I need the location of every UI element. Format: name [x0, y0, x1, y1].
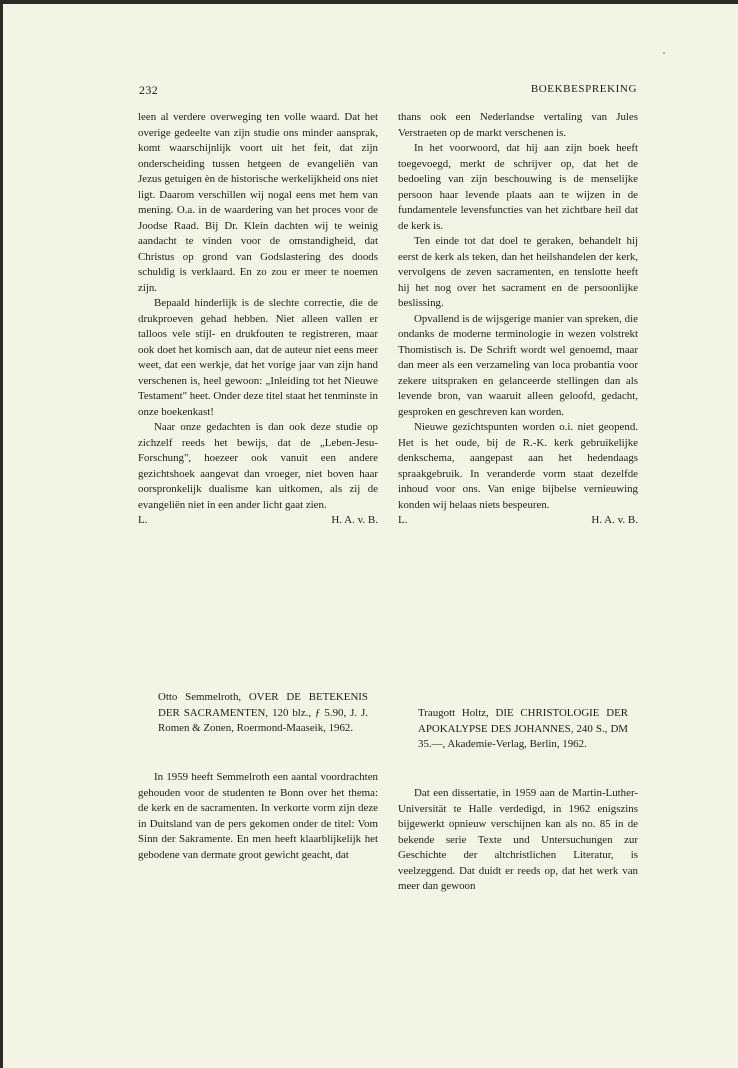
- paragraph: Nieuwe gezichtspunten worden o.i. niet geopend. Het is het oude, bij de R.-K. kerk gebruikelijke denkschema, aangepast aan het hedendaags spraakgebruik. In veranderde vorm staat dezelfde inhoud voor ons. Van enige bijbelse vernieuwing konden wij helaas niets bespeuren.: [398, 421, 638, 511]
- review-heading-semmelroth: [158, 690, 368, 737]
- paragraph: thans ook een Nederlandse vertaling van Jules Verstraeten op de markt verschenen is.: [398, 111, 638, 139]
- signature-initial: L.: [138, 514, 148, 526]
- review-heading-holtz: [418, 706, 628, 753]
- paragraph: Bepaald hinderlijk is de slechte correctie, die de drukproeven gehad hebben. Niet alleen vallen er talloos vele stijl- en drukfouten te registreren, maar ook doet het komisch aan, dat de auteur niet eens meer weet, dat een werkje, dat het vorige jaar van zijn hand verschenen is, heel gewoon: „Inleiding tot het Nieuwe Testament" heet. Onder deze titel staat het tenminste in onze boekenkast!: [138, 297, 378, 418]
- reviewer-signature: [138, 513, 378, 529]
- right-column: [398, 110, 638, 529]
- review-body-holtz: [398, 786, 638, 895]
- paragraph: leen al verdere overweging ten volle waard. Dat het overige gedeelte van zijn studie ons minder aansprak, komt waarschijnlijk voort uit het feit, dat zijn onderscheiding tussen hetgeen de evangeliën van Jezus getuigen èn de historische werkelijkheid ons niet ligt. Daarom verschillen wij nogal eens met hem van mening. O.a. in de waardering van het proces voor de Joodse Raad. Bij Dr. Klein dachten wij te weinig aandacht te vinden voor de omstandigheid, dat Christus op grond van Godslastering des doods schuldig is verklaard. En zo zou er meer te noemen zijn.: [138, 111, 378, 294]
- scan-left-edge: [0, 0, 3, 1068]
- reviewer-signature: [398, 513, 638, 529]
- signature-initial: L.: [398, 514, 408, 526]
- scan-top-edge: [0, 0, 738, 4]
- paragraph: Opvallend is de wijsgerige manier van spreken, die ondanks de moderne terminologie in wezen volstrekt Thomistisch is. De Schrift wordt wel genoemd, maar dan meer als een verzameling van loca probantia voor zekere uitspraken en gelanceerde stellingen dan als levende bron, van waaruit alleen geloofd, gedacht, gesproken en geschreven kan worden.: [398, 312, 638, 418]
- signature-name: H. A. v. B.: [331, 514, 378, 526]
- paragraph: Naar onze gedachten is dan ook deze studie op zichzelf reeds het bewijs, dat de „Leben-Jesu-Forschung", hoezeer ook vanuit een andere gezichtshoek aangevat dan vroeger, niet boven haar oorspronkelijk dualisme kan uitkomen, als zij de evangeliën niet in een ander licht gaat zien.: [138, 421, 378, 511]
- running-head: BOEKBESPREKING: [530, 83, 637, 95]
- signature-name: H. A. v. B.: [591, 514, 638, 526]
- paragraph: In het voorwoord, dat hij aan zijn boek heeft toegevoegd, merkt de schrijver op, dat het de bedoeling van zijn beschouwing is de menselijke persoon haar levende plaats aan te wijzen in de fundamentele levensfuncties van het zichtbare heil dat de kerk is.: [398, 142, 638, 232]
- paragraph: Ten einde tot dat doel te geraken, behandelt hij eerst de kerk als teken, dan het heilshandelen der kerk, vervolgens de zeven sacramenten, en tenslotte heeft hij het nog over het sacrament en de persoonlijke beslissing.: [398, 235, 638, 309]
- review-body-semmelroth: [138, 770, 378, 863]
- left-column: [138, 110, 378, 529]
- scan-speck: [663, 52, 665, 54]
- book-citation: Traugott Holtz, DIE CHRISTOLOGIE DER APOKALYPSE DES JOHANNES, 240 S., DM 35.—, Akademie-Verlag, Berlin, 1962.: [418, 707, 628, 750]
- page-number: 232: [139, 83, 159, 97]
- paragraph: In 1959 heeft Semmelroth een aantal voordrachten gehouden voor de studenten te Bonn over het thema: de kerk en de sacramenten. In verkorte vorm zijn deze in Duitsland van de pers gekomen onder de titel: Vom Sinn der Sakramente. En men heeft klaarblijkelijk het gebodene van dermate groot gewicht geacht, dat: [138, 771, 378, 861]
- paragraph: Dat een dissertatie, in 1959 aan de Martin-Luther-Universität te Halle verdedigd, in 1962 enigszins bijgewerkt opnieuw verschijnen kan als no. 85 in de bekende serie Texte und Untersuchungen zur Geschichte der altchristlichen Literatur, is veelzeggend. Dat duidt er reeds op, dat het werk van meer dan gewoon: [398, 787, 638, 892]
- book-citation: Otto Semmelroth, OVER DE BETEKENIS DER SACRAMENTEN, 120 blz., ƒ 5.90, J. J. Romen & Zonen, Roermond-Maaseik, 1962.: [158, 691, 368, 734]
